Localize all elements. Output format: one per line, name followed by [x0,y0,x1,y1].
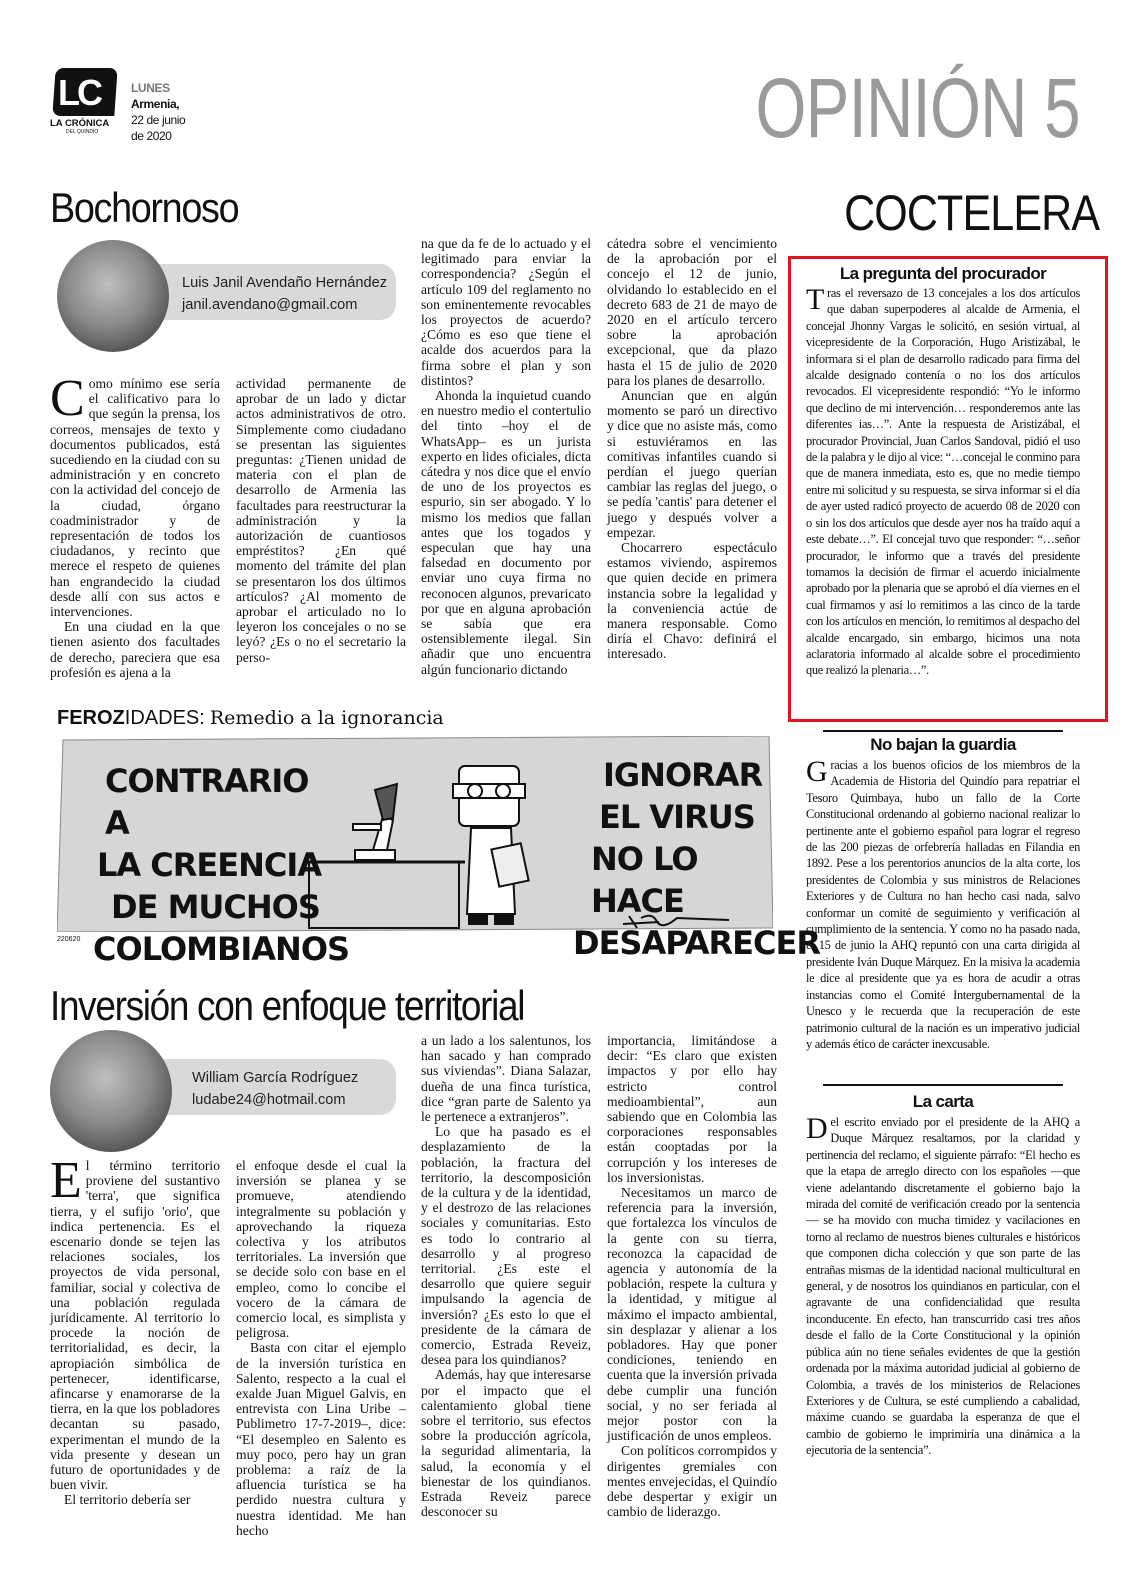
paragraph: En una ciudad en la que tienen asiento dos facultades de derecho, pareciera que esa profesión es ajena a la [50,619,220,680]
coctelera-item3-head: La carta [912,1092,974,1111]
paragraph: Anuncian que en algún momento se paró un directivo y dice que no asiste más, como si estuviéramos en las comitivas infantiles cuando si perdían el juego querían cambiar las reglas del juego, o se pedía 'cantis' para detener el juego y después volver a empezar. [607,388,777,540]
author-box [150,1059,396,1115]
author-box [140,264,396,320]
divider [823,1084,1063,1086]
coctelera-item2-head: No bajan la guardia [870,735,1016,754]
coctelera-title: COCTELERA [844,185,1100,241]
cartoon-line: NO LO HACE [591,840,698,920]
paragraph: na que da fe de lo actuado y el legitimado para enviar la correspondencia? ¿Según el artículo 109 del reglamento no son eminentemente revocables los proyectos de acuerdo? ¿Cómo es eso que tiene el acalde dos acuerdos para la firma sobre el plan y son distintos? [421,236,591,388]
article1-col4 [607,236,777,662]
logo-sub: DEL QUINDÍO [66,129,99,135]
cartoon-line: DE MUCHOS [111,888,320,926]
author-name: William García Rodríguez [192,1070,359,1086]
paragraph: a un lado a los salentunos, los han sacado y han comprado sus viviendas”. Diana Salazar, dueña de una finca turística, dice “gran parte de Salento ya le pertenece a extranjeros”. [421,1033,591,1125]
article2-col4 [607,1033,777,1520]
author-photo [57,240,169,352]
paragraph: importancia, limitándose a decir: “Es claro que existen impactos y por ello hay estricto control medioambiental”, aun sabiendo que en Colombia las corporaciones responsables están cooptadas por la corrupción y los intereses de los inversionistas. [607,1033,777,1185]
dropcap: D [806,1112,828,1145]
article1-title: Bochornoso [50,184,239,231]
cartoon-line: CONTRARIO A [105,762,309,842]
logo-name: LA CRÓNICA [50,118,110,129]
coctelera-item1-text [806,285,1080,679]
date-line2: de 2020 [131,129,172,143]
paragraph: ras el reversazo de 13 concejales a los dos artículos que daban superpoderes al alcalde de Armenia, el concejal Jhonny Vargas le solicitó, en sesión virtual, al vicepresidente de la Corporación, Hugo Aristizábal, le informara si el plan de desarrollo radicado para firma del alcalde designado contenía o no los dos artículos revocados. El vicepresidente respondió: “Yo le informo que declino de mi intervención… responderemos ante las diferentes ias…”. Ante la respuesta de Aristizábal, el procurador Provincial, Juan Carlos Sandoval, pidió el uso de la palabra y le dijo al vice: “…concejal le conmino para que de manera inmediata, esto es, que no medie tiempo entre mi solicitud y su respuesta, se sirva informar si el día de ayer usted radicó proyecto de acuerdo 08 de 2020 con o sin los dos artículos que desde ayer nos ha traído aquí a este debate…”. El concejal tuvo que responder: “…señor procurador, le informo que a través del presidente tomamos la decisión de firmar el acuerdo inicialmente aprobado por la plenaria que se aprobó el día viernes en el cual firmamos y así lo remitimos a las cinco de la tarde con los artículos en mención, lo remitimos al despacho del alcalde encargado, sin embargo, hicimos una nota aclaratoria informado al alcalde sobre el procedimiento que realizó la plenaria…”. [806,286,1080,678]
logo-letters: LC [58,72,100,113]
paragraph: Chocarrero espectáculo estamos viviendo, aspiremos que quien decide en primera instancia sobre la legalidad y la conveniencia actúe de manera responsable. Como diría el Chavo: definirá el interesado. [607,540,777,662]
desk [309,862,459,928]
city-label: Armenia, [131,97,180,111]
article1-col1 [50,370,220,680]
dropcap: T [806,283,825,316]
cartoon-line: IGNORAR [603,756,763,794]
cartoon-label-rest: IDADES: [124,707,205,729]
divider [823,730,1063,732]
dropcap: G [806,755,828,788]
cartoon-line: COLOMBIANOS [93,930,350,968]
day-label: LUNES [131,81,170,95]
dropcap: C [50,370,85,427]
author-email: ludabe24@hotmail.com [192,1092,346,1108]
paragraph: Ahonda la inquietud cuando en nuestro medio el contertulio del tinto –hoy el de WhatsApp– es un jurista experto en lides oficiales, dicta cátedra y nos dice que el envío de uno de los proyectos es espurio, sin ser abogado. Y lo mismo los medios que fallan antes que los togados y especulan que hay una falsedad en documento por enviar uno cuya firma no reconocen algunos, prevaricato por que en alguna aprobación se sabía que era ostensiblemente ilegal. Sin añadir que uno encuentra algún funcionario dictando [421,388,591,677]
dropcap: E [50,1152,82,1209]
date-block [131,80,185,144]
paragraph: Lo que ha pasado es el desplazamiento de la población, la fractura del territorio, la descomposición de la cultura y de la identidad, y el destrozo de las relaciones sociales y comunitarias. Esto es todo lo contrario al desarrollo y al progreso territorial. ¿Es este el desarrollo que quiere seguir impulsando la agencia de inversión? ¿Es esto lo que el presidente de la cámara de comercio, Estrada Reveiz, desea para los quindianos? [421,1124,591,1368]
paragraph: l término territorio proviene del sustantivo 'terra', que significa tierra, y el sufijo 'orio', que indica pertenencia. Es el escenario donde se tejen las relaciones sociales, los proyectos de vida personal, familiar, social y colectiva de una población regulada jurídicamente. Al territorio lo procede la noción de territorialidad, es decir, la apropiación simbólica de pertenecer, identificarse, afincarse y enamorarse de la tierra, en la que los pobladores decantan su pasado, experimentan el mundo de la vida presente y desean un futuro de oportunidades y de buen vivir. [50,1158,220,1493]
paragraph: cátedra sobre el vencimiento de la aprobación por el concejo el 12 de junio, olvidando lo establecido en el decreto 683 de 21 de mayo de 2020 en el artículo tercero sobre la aprobación excepcional, que da plazo hasta el 15 de julio de 2020 para los planes de desarrollo. [607,236,777,388]
coctelera-item1-head: La pregunta del procurador [839,264,1047,283]
section-title: OPINIÓN 5 [755,61,1080,155]
cartoon-right-text [571,754,820,964]
article2-title: Inversión con enfoque territorial [50,982,525,1029]
cartoon-left-text [89,760,350,970]
logo [50,68,120,135]
date-line1: 22 de junio [131,113,186,127]
cartoon-title: Remedio a la ignorancia [209,707,444,729]
paragraph: el enfoque desde el cual la inversión se planea y se promueve, atendiendo integralmente su población y aprovechando la riqueza colectiva y los atributos territoriales. La inversión que se decide solo con base en el empleo, como lo concibe el vocero de la cámara de comercio local, es simplista y peligrosa. [236,1158,406,1341]
coctelera-item2-text [806,757,1080,1052]
paragraph: racias a los buenos oficios de los miembros de la Academia de Historia del Quindío para repatriar el Tesoro Quimbaya, hubo un fallo de la Corte Constitucional ordenando al gobierno nacional realizar lo pertinente ante el gobierno español para lograr el regreso de las 200 piezas de orfebrería halladas en Filandia en 1892. Pese a los perentorios anuncios de la alta corte, los presidentes de Colombia y sus ministros de Relaciones Exteriores y de Cultura no han hecho casi nada, salvo conformar un comité de seguimiento y verificación al cumplimiento de la sentencia. Y como no ha pasado nada, el 15 de junio la AHQ repuntó con una carta dirigida al presidente Iván Duque Márquez. En la misiva la academia le dice al presidente que ya es hora de acudir a otras instancias como el Comité Intergubernamental de la Unesco y le recuerda que la recuperación de este patrimonio cultural de la nación es un imperativo judicial y además ético de carácter inexcusable. [806,758,1080,1051]
paragraph: omo mínimo ese sería el calificativo para lo que según la prensa, los correos, mensajes de texto y documentos publicados, está sucediendo en la ciudad con su administración y en concreto con la actividad del concejo de la ciudad, órgano coadministrador y de representación de todos los ciudadanos, y recinto que merece el respeto de quienes han engrandecido la ciudad desde allí con sus actos e intervenciones. [50,376,220,620]
paragraph: Además, hay que interesarse por el impacto que el calentamiento global tiene sobre el territorio, sus efectos sobre la producción agrícola, la seguridad alimentaria, la salud, la economía y el bienestar de los quindianos. Estrada Reveiz parece desconocer su [421,1367,591,1520]
article2-col2 [236,1158,406,1538]
article2-col1 [50,1152,220,1508]
paragraph: Con políticos corrompidos y dirigentes gremiales con mentes envejecidas, el Quindío debe despertar y exigir un cambio de liderazgo. [607,1443,777,1520]
cartoon-label-bold: FEROZ [57,707,125,729]
cartoon-line: DESAPARECER [573,924,820,962]
article2-col3 [421,1033,591,1520]
cartoon-code: 220620 [57,936,81,943]
cartoon-label [57,706,444,730]
author-name: Luis Janil Avendaño Hernández [182,275,388,291]
author-photo [50,1030,172,1152]
coctelera-item3-text [806,1114,1080,1459]
author-email: janil.avendano@gmail.com [182,297,358,313]
cartoon-line: LA CREENCIA [97,846,322,884]
paragraph: Basta con citar el ejemplo de la inversión turística en Salento, respecto a la cual el exalde Juan Miguel Galvis, en entrevista con Lina Uribe –Publimetro 17-7-2019–, dice: “El desempleo en Salento es muy poco, pero hay un gran problema: a raíz de la afluencia turística se ha perdido nuestra cultura y nuestra identidad. Me han hecho [236,1340,406,1538]
article1-col2 [236,376,406,665]
paragraph: Necesitamos un marco de referencia para la inversión, que fortalezca los vínculos de la gente con su tierra, reconozca la capacidad de agencia y autonomía de la población, respete la cultura y la identidad, y mitigue al máximo el impacto ambiental, sin desplazar y alienar a los pobladores. Hay que poner condiciones, teniendo en cuenta que la inversión privada debe cumplir una función social, y no ser feriada al mejor postor con la justificación de unos empleos. [607,1185,777,1444]
paragraph: el escrito enviado por el presidente de la AHQ a Duque Márquez resaltamos, por la claridad y pertinencia del reclamo, el siguiente párrafo: “El hecho es que la etapa de arreglo directo con los españoles —que viene adelantando discretamente el gobierno bajo la mirada del comité de verificación creado por la sentencia— se ha movido con mucha timidez y vacilaciones en torno al reclamo de nuestros bienes culturales e históricos que componen dicha colección y que son parte de las entrañas mismas de la identidad nacional multicultural en general, y de nosotros los quindianos en particular, con el agravante de una confidencialidad que resulta inconducente. En efecto, han transcurrido casi tres años desde el fallo de la Corte Constitucional y la opinión pública aún no tiene señales evidentes de que la gestión ordenada por la máxima autoridad judicial al gobierno de Colombia, a través de los ministerios de Relaciones Exteriores y de Cultura, se esté cumpliendo a cabalidad, máxime cuando se guardaba la esperanza de que el cambio de gobierno le imprimiría una dinámica a la ejecutoria de la sentencia”. [806,1115,1080,1458]
cartoon-line: EL VIRUS [599,798,755,836]
paragraph: actividad permanente de aprobar de un lado y dictar actos administrativos de otro. Simplemente como ciudadano se presentan las siguientes preguntas: ¿Tienen unidad de materia con el plan de desarrollo de Armenia las facultades para reestructurar la administración y la autorización de cuantiosos empréstitos? ¿En qué momento del trámite del plan se presentaron los dos últimos artículos? ¿Al momento de aprobar el articulado no lo leyeron los concejales o no se leyó? ¿Es o no el secretario la perso- [236,376,406,665]
paragraph: El territorio debería ser [64,1492,191,1508]
article1-col3 [421,236,591,677]
